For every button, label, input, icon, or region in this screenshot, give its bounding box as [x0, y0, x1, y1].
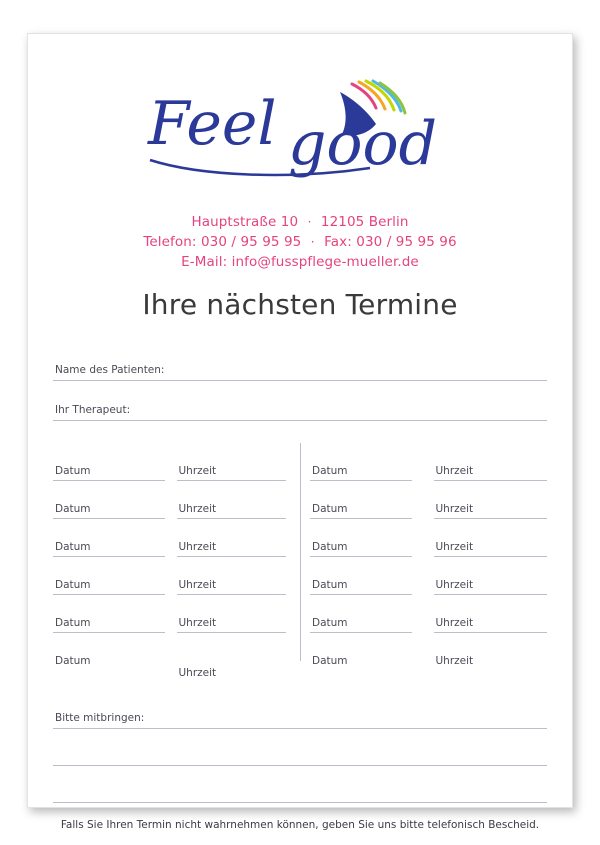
appointment-date-cell[interactable] [300, 595, 424, 633]
appointment-time-label: Uhrzeit [435, 541, 474, 553]
appointment-time-cell[interactable] [177, 633, 301, 679]
appointment-time-cell[interactable] [177, 519, 301, 557]
appointment-time-label: Uhrzeit [178, 503, 217, 515]
appointment-time-cell[interactable] [424, 519, 548, 557]
feel-good-logo [140, 72, 460, 192]
contact-city: 12105 Berlin [320, 214, 409, 230]
appointment-date-cell[interactable] [300, 557, 424, 595]
appointment-date-label: Datum [55, 465, 91, 477]
appointment-time-label: Uhrzeit [178, 667, 217, 679]
appointment-date-cell[interactable] [300, 633, 424, 671]
appointment-time-label: Uhrzeit [435, 617, 474, 629]
patient-name-field[interactable] [53, 347, 547, 381]
appointment-date-label: Datum [55, 541, 91, 553]
bring-along-block [53, 695, 547, 803]
appointment-date-label: Datum [55, 503, 91, 515]
appointment-date-label: Datum [312, 617, 348, 629]
appointment-time-label: Uhrzeit [178, 617, 217, 629]
table-row [53, 595, 547, 633]
contact-street: Hauptstraße 10 [191, 214, 299, 230]
appointment-time-label: Uhrzeit [178, 541, 217, 553]
page-title: Ihre nächsten Termine [142, 288, 458, 321]
table-row [53, 443, 547, 481]
table-row [53, 633, 547, 679]
patient-name-label: Name des Patienten: [55, 364, 165, 376]
appointment-time-cell[interactable] [177, 595, 301, 633]
appointment-time-label: Uhrzeit [435, 579, 474, 591]
appointment-time-label: Uhrzeit [178, 579, 217, 591]
appointment-date-label: Datum [55, 655, 91, 667]
contact-address-line [53, 212, 547, 232]
appointment-time-label: Uhrzeit [435, 503, 474, 515]
appointment-date-cell[interactable] [53, 633, 177, 671]
therapist-label: Ihr Therapeut: [55, 404, 131, 416]
appointment-time-label: Uhrzeit [178, 465, 217, 477]
appointment-date-cell[interactable] [300, 443, 424, 481]
contact-phone-label: Telefon: [143, 234, 197, 250]
bring-along-field[interactable] [53, 695, 547, 729]
contact-separator-2: · [310, 235, 315, 249]
contact-email-line [53, 252, 547, 272]
logo-block [53, 72, 547, 212]
contact-fax-label: Fax: [324, 234, 352, 250]
appointment-date-label: Datum [55, 617, 91, 629]
footer-note: Falls Sie Ihren Termin nicht wahrnehmen können, geben Sie uns bitte telefonisch Bescheid. [60, 819, 540, 831]
appointment-time-cell[interactable] [424, 443, 548, 481]
appointment-date-label: Datum [55, 579, 91, 591]
appointment-time-cell[interactable] [177, 557, 301, 595]
appointment-date-cell[interactable] [53, 557, 177, 595]
therapist-field[interactable] [53, 387, 547, 421]
patient-fields [53, 347, 547, 421]
appointment-date-label: Datum [312, 503, 348, 515]
appointment-date-label: Datum [312, 465, 348, 477]
contact-block [53, 212, 547, 272]
table-row [53, 481, 547, 519]
appointment-time-cell[interactable] [424, 633, 548, 671]
appointment-time-label: Uhrzeit [435, 465, 474, 477]
appointment-time-cell[interactable] [424, 595, 548, 633]
contact-separator-1: · [307, 215, 312, 229]
table-row [53, 557, 547, 595]
contact-email-address: info@fusspflege-mueller.de [231, 254, 419, 270]
bring-along-extra-line-2[interactable] [53, 766, 547, 803]
appointment-date-cell[interactable] [53, 595, 177, 633]
appointment-card-sheet [27, 33, 573, 831]
table-row [53, 519, 547, 557]
bring-along-label: Bitte mitbringen: [55, 712, 145, 724]
appointment-date-label: Datum [312, 541, 348, 553]
sheet-content [28, 34, 572, 831]
contact-phone-line [53, 232, 547, 252]
appointment-date-label: Datum [312, 579, 348, 591]
appointment-time-cell[interactable] [424, 557, 548, 595]
appointment-date-cell[interactable] [53, 443, 177, 481]
appointment-date-cell[interactable] [300, 481, 424, 519]
contact-phone-number: 030 / 95 95 95 [200, 234, 302, 250]
contact-fax-number: 030 / 95 95 96 [356, 234, 457, 250]
appointment-date-cell[interactable] [53, 519, 177, 557]
logo-wordmark-feel: Feel [148, 89, 277, 159]
appointment-date-cell[interactable] [53, 481, 177, 519]
appointment-date-label: Datum [312, 655, 348, 667]
appointment-date-cell[interactable] [300, 519, 424, 557]
contact-email-label: E-Mail: [181, 254, 228, 270]
bring-along-extra-line-1[interactable] [53, 729, 547, 766]
appointment-time-cell[interactable] [177, 481, 301, 519]
appointment-time-label: Uhrzeit [435, 655, 474, 667]
appointment-time-cell[interactable] [424, 481, 548, 519]
logo-wordmark-good: good [288, 109, 438, 179]
appointment-grid [53, 443, 547, 679]
appointment-time-cell[interactable] [177, 443, 301, 481]
